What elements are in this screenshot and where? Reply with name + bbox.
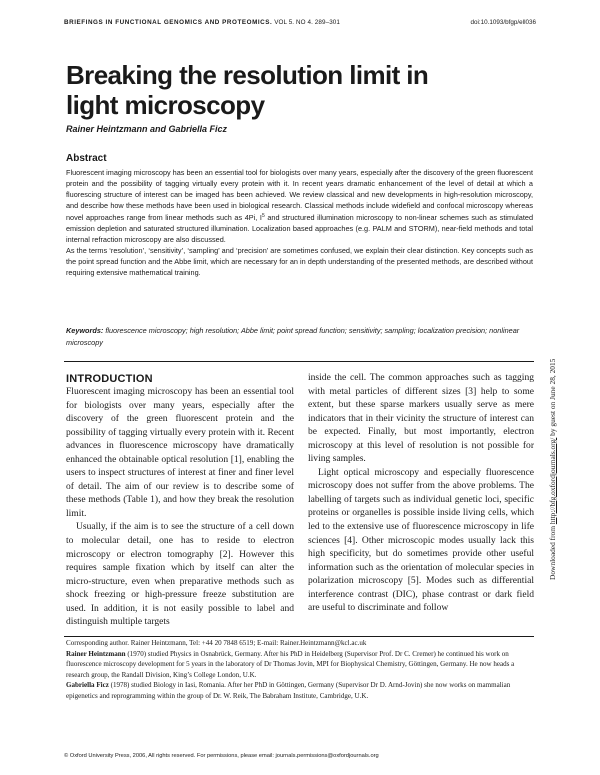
left-column [66,385,294,629]
intro-paragraph-4: Light optical microscopy and especially fluorescence microscopy does not suffer from the above problems. The labelling of targets such as individual genetic loci, specific proteins or organelles is possible inside living cells, which led to the extensive use of fluorescence microscopy in life sciences [4]. Other microscopic modes usually lack this high specificity, but do sometimes provide other useful information such as the orientation of molecular species in polarization microscopy [5]. Modes such as differential interference contrast (DIC), phase contrast or dark field are useful to discriminate and follow [308,466,534,614]
footnote-divider [64,636,534,637]
title-line-2: light microscopy [66,90,265,120]
intro-paragraph-3: inside the cell. The common approaches such as tagging with metal particles of different sizes [3] help to some extent, but these sparse markers usually serve as mere indicators that in their vicinity the structure of interest can be expected. Finally, but most importantly, electron microscopy at this level of resolution is not possible for living samples. [308,372,534,465]
keywords-label: Keywords: [66,326,104,335]
introduction-heading: INTRODUCTION [66,373,153,385]
intro-paragraph-1: Fluorescent imaging microscopy has been an essential tool for biologists over many years, especially after the discovery of the green fluorescent protein and the possibility of tagging virtually every protein with it. Recent advances in fluorescence microscopy have dramatically enhanced the obtainable optical resolution [1], enabling the users to inspect structures of interest at finer and finer level of detail. The aim of our review is to describe some of these methods (Table 1), and how they break the resolution limit. [66,386,294,519]
right-column [308,371,534,615]
doi[interactable]: doi:10.1093/bfgp/ell036 [470,19,536,26]
superscript: 5 [261,213,265,220]
journal-header [64,19,464,26]
download-watermark-text: Downloaded from http://bfg.oxfordjournals.org/ by guest on June 28, 2015 [548,358,557,580]
volume-info: VOL 5. NO 4. 289–301 [274,19,341,26]
corresponding-author: Corresponding author. Rainer Heintzmann, Tel: +44 20 7848 6519; E-mail: Rainer.Heintzmann@kcl.ac.uk [66,639,367,647]
journal-link[interactable]: http://bfg.oxfordjournals.org/ [548,437,557,525]
journal-name: BRIEFINGS IN FUNCTIONAL GENOMICS AND PROTEOMICS. [64,19,273,26]
abstract-paragraph-2: As the terms ‘resolution’, ‘sensitivity’, ‘sampling’ and ‘precision’ are sometimes confused, we explain their clear distinction. Key concepts such as the point spread function and the Abbe limit, which are necessary for an in depth understanding of the presented methods, are described without requiring extensive mathematical training. [66,246,533,278]
abstract-paragraph-1: Fluorescent imaging microscopy has been an essential tool for biologists over many years, especially after the discovery of the green fluorescent protein and the possibility of tagging virtually every protein with it. In recent years dramatic enhancement of the level of detail at which a fluorescing structure of interest can be imaged has been achieved. We review classical and new developments in high-resolution microscopy, and describe how these methods have been used in biological research. Classical methods include widefield and confocal microscopy whereas novel approaches range from linear methods such as 4Pi, $I^5$ and structured illumination microscopy to non-linear schemes such as stimulated emission depletion and saturated structured illumination. Localization based approaches (e.g. PALM and STORM), near-field methods and total internal refraction microscopy are also discussed. [66,168,534,245]
author-bio-2: Gabriella Ficz (1978) studied Biology in Iasi, Romania. After her PhD in Göttingen, Germany (Supervisor Dr D. Arnd-Jovin) she now works on mammalian epigenetics and reprogramming within the group of Dr. W. Reik, The Babraham Institute, Cambridge, U.K. [66,681,511,700]
abstract-heading: Abstract [66,153,107,164]
intro-paragraph-2: Usually, if the aim is to see the structure of a cell down to molecular detail, one has to reside to electron microscopy or electron tomography [2]. However this requires sample fixation which by itself can alter the micro-structure, even when preparative methods such as shock freezing or high-pressure freeze substitution are used. In addition, it is not easily possible to label and distinguish multiple targets [66,521,294,628]
article-title [66,60,526,120]
copyright: © Oxford University Press, 2006, All rights reserved. For permissions, please email: journals.permissions@oxfordjournals.org [64,753,379,759]
title-line-1: Breaking the resolution limit in [66,60,429,90]
section-divider [64,361,534,362]
author-bio-1: Rainer Heintzmann (1970) studied Physics in Osnabrück, Germany. After his PhD in Heidelberg (Supervisor Prof. Dr C. Cremer) he continued his work on fluorescence microscopy development for 5 years in the laboratory of Dr Thomas Jovin, MPI for Biophysical Chemistry, Göttingen, Germany. He now heads a research group, the Randall Division, King’s College London, U.K. [66,649,515,679]
abstract-body [66,167,533,278]
footnotes [66,638,534,702]
keywords-value: fluorescence microscopy; high resolution; Abbe limit; point spread function; sensitivity; sampling; localization precision; nonlinear microscopy [66,326,520,347]
authors: Rainer Heintzmann and Gabriella Ficz [66,124,228,134]
keywords [66,325,533,348]
